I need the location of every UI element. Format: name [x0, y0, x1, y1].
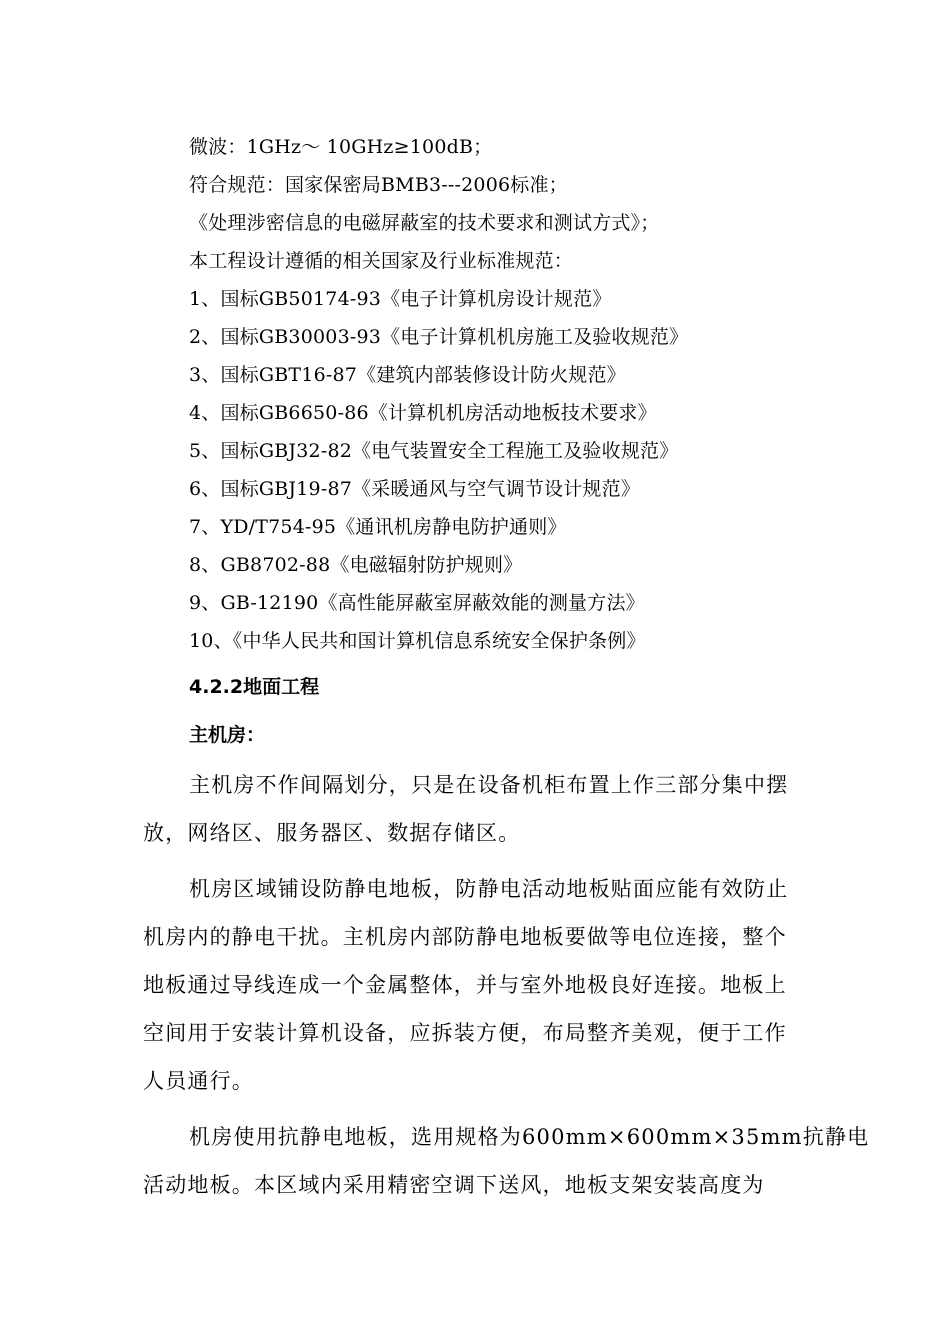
paragraph-line: 人员通行。 [143, 1069, 254, 1093]
section-heading: 4.2.2地面工程 [189, 676, 320, 698]
intro-line: 《处理涉密信息的电磁屏蔽室的技术要求和测试方式》； [189, 212, 660, 234]
standard-item: 10、《中华人民共和国计算机信息系统安全保护条例》 [189, 630, 646, 652]
standard-item: 3、国标GBT16-87《建筑内部装修设计防火规范》 [189, 364, 626, 386]
standard-item: 6、国标GBJ19-87《采暖通风与空气调节设计规范》 [189, 478, 641, 500]
paragraph-line: 活动地板。本区域内采用精密空调下送风，地板支架安装高度为 [143, 1173, 765, 1197]
paragraph-line: 主机房不作间隔划分，只是在设备机柜布置上作三部分集中摆 [189, 773, 789, 797]
standard-item: 5、国标GBJ32-82《电气装置安全工程施工及验收规范》 [189, 440, 679, 462]
paragraph-line: 机房使用抗静电地板，选用规格为600mm×600mm×35mm抗静电 [189, 1125, 870, 1149]
paragraph-line: 放，网络区、服务器区、数据存储区。 [143, 821, 521, 845]
standard-item: 7、YD/T754-95《通讯机房静电防护通则》 [189, 516, 567, 538]
standard-item: 2、国标GB30003-93《电子计算机机房施工及验收规范》 [189, 326, 689, 348]
subheading: 主机房： [189, 724, 266, 746]
paragraph-line: 空间用于安装计算机设备，应拆装方便，布局整齐美观，便于工作 [143, 1021, 787, 1045]
intro-line: 微波：1GHz～ 10GHz≥100dB； [189, 136, 493, 158]
intro-line: 符合规范：国家保密局BMB3---2006标准； [189, 174, 568, 196]
paragraph-line: 机房内的静电干扰。主机房内部防静电地板要做等电位连接，整个 [143, 925, 787, 949]
standard-item: 1、国标GB50174-93《电子计算机房设计规范》 [189, 288, 612, 310]
standard-item: 9、GB-12190《高性能屏蔽室屏蔽效能的测量方法》 [189, 592, 645, 614]
paragraph-line: 地板通过导线连成一个金属整体，并与室外地极良好连接。地板上 [143, 973, 787, 997]
standard-item: 4、国标GB6650-86《计算机机房活动地板技术要求》 [189, 402, 657, 424]
standard-item: 8、GB8702-88《电磁辐射防护规则》 [189, 554, 523, 576]
paragraph-line: 机房区域铺设防静电地板，防静电活动地板贴面应能有效防止 [189, 877, 789, 901]
intro-line: 本工程设计遵循的相关国家及行业标准规范： [189, 250, 574, 272]
